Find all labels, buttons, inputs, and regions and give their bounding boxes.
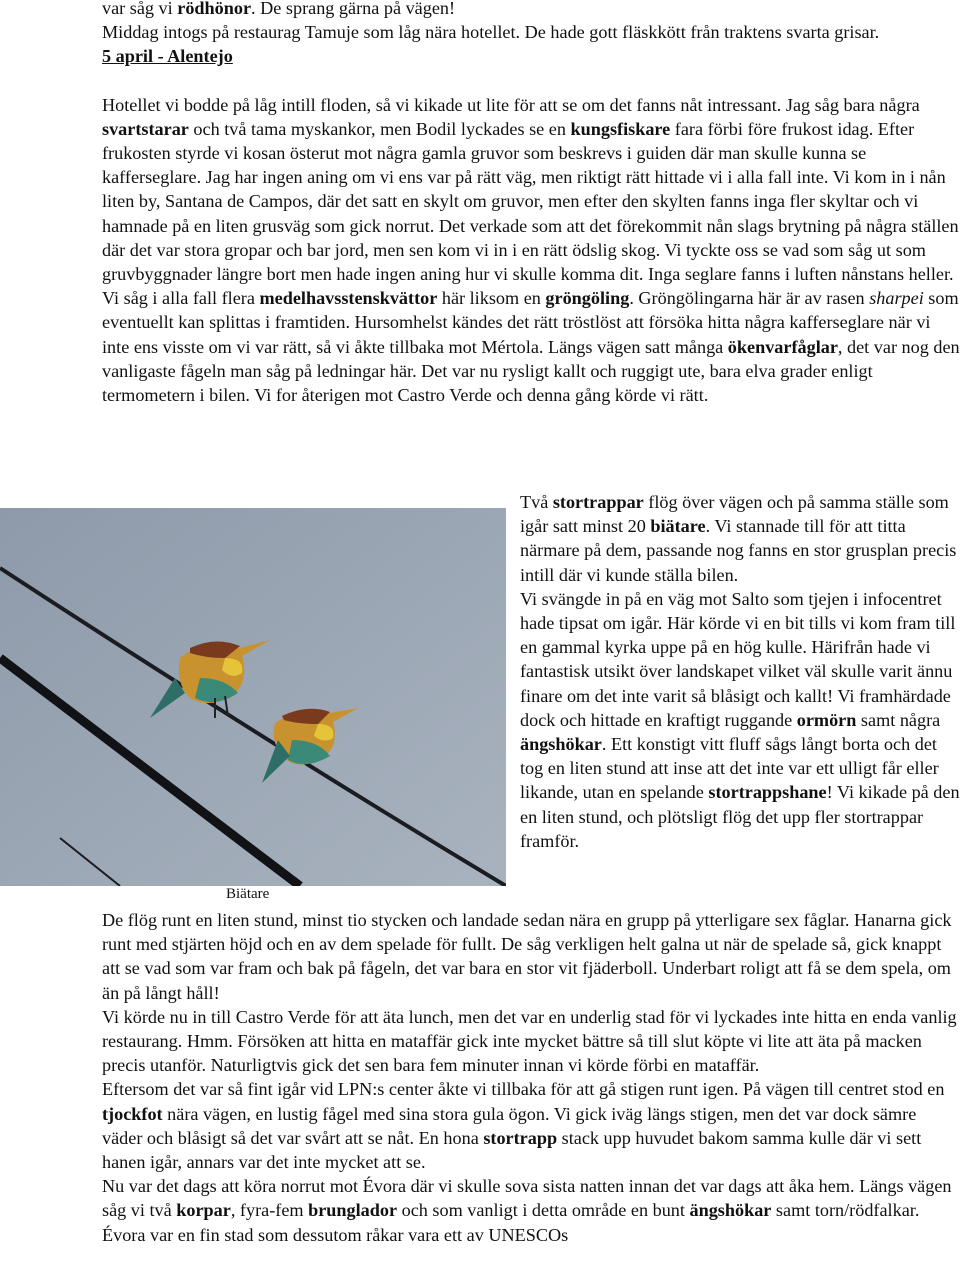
bird-name: medelhavsstenskvättor [259, 288, 438, 309]
text-run: som eventuellt kan splittas i framtiden. Hursomhelst kändes det rätt tröstlöst att försöka hitta några kafferseglare när vi inte ens visste om vi var rätt, så vi åkte tillbaka mot Mértola. Längs vägen satt många [102, 288, 959, 357]
photo-drawing [0, 508, 506, 886]
text-run: nära vägen, en lustig fågel med sina stora gula ögon. Vi gick iväg längs stigen, men det var dock sämre väder och blåsigt så det var svårt att se nåt. En hona [102, 1103, 917, 1148]
bird-name: biätare [650, 516, 706, 537]
text-run: Vi körde nu in till Castro Verde för att äta lunch, men det var en underlig stad för vi lyckades inte hitta en enda vanlig restaurang. Hmm. Försöken att hitta en mataffär gick inte mycket bättre så till slut köpte vi lite att äta på macken precis utanför. Naturligtvis gick det sen bara fem minuter innan vi körde förbi en mataffär. [102, 1006, 957, 1076]
italic-term: sharpei [869, 288, 924, 309]
paragraph [102, 93, 960, 408]
text-run: . Gröngölingarna här är av rasen [629, 288, 870, 309]
paragraph [102, 1005, 960, 1078]
bird-name: ökenvarfåglar [727, 336, 838, 357]
paragraph [102, 20, 960, 44]
bird-name: stortrappshane [708, 782, 827, 803]
text-run: här liksom en [437, 288, 546, 309]
paragraph [520, 490, 960, 587]
bird-name: korpar [176, 1200, 231, 1221]
sky [0, 508, 506, 886]
text-run: Hotellet vi bodde på låg intill floden, så vi kikade ut lite för att se om det fanns nåt intressant. Jag såg bara några [102, 94, 920, 115]
spacer [102, 69, 960, 93]
top-text [102, 0, 960, 407]
text-run: De flög runt en liten stund, minst tio stycken och landade sedan nära en grupp på ytterligare sex fåglar. Hanarna gick runt med stjärten höjd och en av dem spelade för fullt. De såg verkligen helt galna ut när de spelade så, gick knappt att se vad som var fram och bak på fågeln, det var bara en stor vit fjäderboll. Underbart roligt att få se dem spela, om än på långt håll! [102, 910, 952, 1003]
text-run: Två [520, 492, 553, 512]
bee-eater-photo [0, 508, 506, 886]
side-text [520, 490, 960, 853]
text-run: . De sprang gärna på vägen! [251, 0, 456, 18]
text-run: Nu var det dags att köra norrut mot Évora där vi skulle sova sista natten innan det var dags att åka hem. Längs vägen såg vi två [102, 1176, 952, 1221]
paragraph [102, 1077, 960, 1174]
text-run: samt några [856, 709, 941, 730]
paragraph [102, 1174, 960, 1247]
bird-name: rödhönor [177, 0, 252, 18]
bird-name: stortrappar [552, 492, 644, 512]
text-run: och två tama myskankor, men Bodil lyckades se en [188, 118, 571, 139]
text-run: ! Vi kikade på den en liten stund, och plötsligt flög det upp fler stortrappar framför. [520, 782, 960, 851]
paragraph [520, 587, 960, 853]
bird-name: ängshökar [689, 1200, 772, 1221]
bird-name: stortrapp [483, 1127, 558, 1148]
text-run: flög över vägen och på samma ställe som igår satt minst 20 [520, 492, 949, 537]
photo-caption: Biätare [226, 886, 270, 902]
text-run: Middag intogs på restaurag Tamuje som låg nära hotellet. De hade gott fläskkött från traktens svarta grisar. [102, 22, 880, 43]
text-run: och som vanligt i detta område en bunt [397, 1200, 690, 1221]
text-run: stack upp huvudet bakom samma kulle där vi sett hanen igår, annars var det inte mycket att se. [102, 1127, 922, 1173]
bird-name: gröngöling [545, 288, 630, 309]
text-run: var såg vi [102, 0, 178, 18]
bird-name: ormörn [796, 709, 857, 730]
text-run: samt torn/rödfalkar. Évora var en fin stad som dessutom råkar vara ett av UNESCOs [102, 1200, 920, 1245]
text-run: Eftersom det var så fint igår vid LPN:s center åkte vi tillbaka för att gå stigen runt igen. På vägen till centret stod en [102, 1079, 945, 1100]
text-run: , det var nog den vanligaste fågeln man såg på ledningar här. Det var nu rysligt kallt och ruggigt ute, bara elva grader enligt termometern i bilen. Vi for återigen mot Castro Verde och denna gång körde vi rätt. [102, 336, 960, 406]
section-heading: 5 april - Alentejo [102, 46, 233, 67]
bird-name: kungsfiskare [570, 118, 671, 139]
paragraph [102, 908, 960, 1005]
text-run: fara förbi före frukost idag. Efter frukosten styrde vi kosan österut mot några gamla gruvor som beskrevs i guiden där man skulle kunna se kafferseglare. Jag har ingen aning om vi ens var på rätt väg, men riktigt rätt hittade vi i alla fall inte. Vi kom in i nån liten by, Santana de Campos, där det satt en skylt om gruvor, men efter den skylten fanns inga fler skyltar och vi hamnade på en liten grusväg som gick norrut. Det verkade som att det förekommit nån slags brytning på några ställen där det var stora gropar och bar jord, men sen kom vi in i en rätt ödslig skog. Vi tyckte oss se vad som såg ut som gruvbyggnader längre bort men hade ingen aning hur vi skulle komma dit. Inga seglare fanns i luften nånstans heller. Vi såg i alla fall flera [102, 118, 959, 309]
text-run: . Ett konstigt vitt fluff sågs långt borta och det tog en liten stund att inse att det inte var ett ulligt får eller likande, utan en spelande [520, 734, 939, 803]
bird-name: tjockfot [102, 1103, 163, 1124]
bird-name: ängshökar [520, 734, 602, 755]
bird-name: svartstarar [102, 118, 189, 139]
text-run: , fyra-fem [230, 1200, 309, 1221]
text-run: Vi svängde in på en väg mot Salto som tjejen i infocentret hade tipsat om igår. Här körde vi en bit tills vi kom fram till en gammal kyrka uppe på en hög kulle. Härifrån hade vi fantastisk utsikt över landskapet vilket väl skulle varit ännu finare om det inte varit så blåsigt och kallt! Vi framhärdade dock och hittade en kraftigt ruggande [520, 588, 956, 730]
bottom-text [102, 908, 960, 1247]
paragraph [102, 0, 960, 20]
bird-name: brunglador [308, 1200, 398, 1221]
text-run: . Vi stannade till för att titta närmare på dem, passande nog fanns en stor grusplan precis intill där vi kunde ställa bilen. [520, 516, 957, 585]
